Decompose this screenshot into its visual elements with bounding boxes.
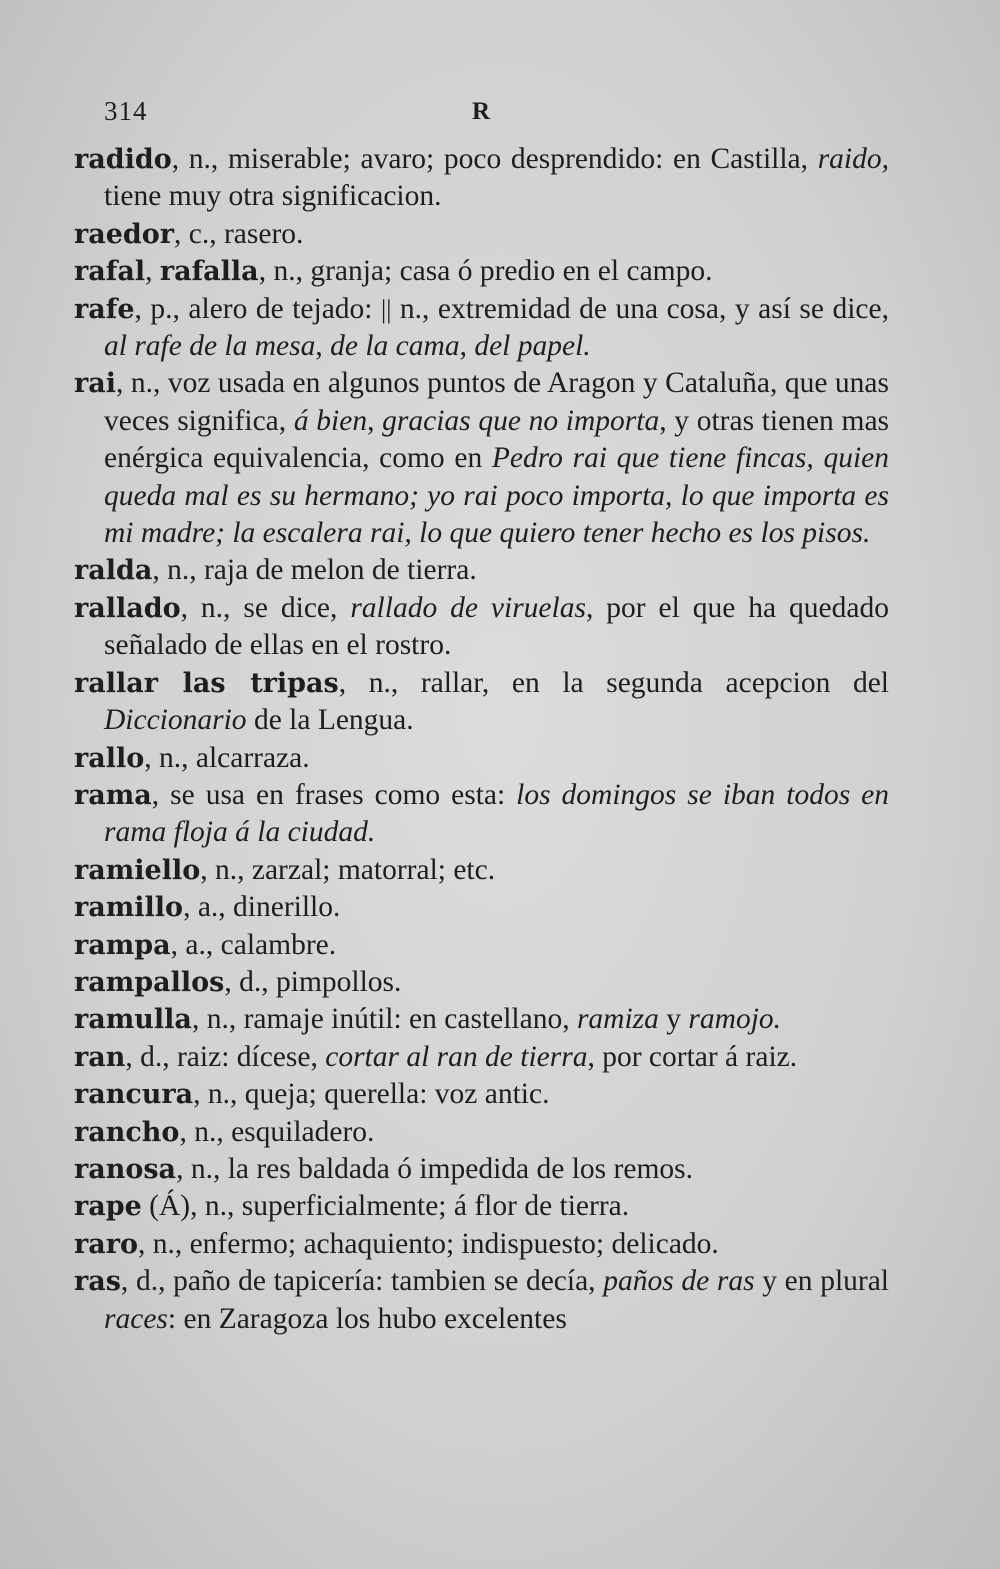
headword: rancura xyxy=(74,1079,194,1111)
running-head xyxy=(104,96,884,132)
headword: ranosa xyxy=(74,1153,177,1185)
headword: rallado xyxy=(74,592,181,624)
entry-rama: rama, se usa en frases como esta: los domingos se iban todos en rama floja á la ciudad. xyxy=(74,778,889,849)
headword: rampallos xyxy=(74,966,225,998)
dictionary-entries xyxy=(74,141,889,1338)
headword: rallo xyxy=(74,742,145,774)
entry-raedor: raedor, c., rasero. xyxy=(74,217,304,250)
headword: raro xyxy=(74,1228,138,1260)
entry-ralda: ralda, n., raja de melon de tierra. xyxy=(74,554,477,587)
headword-variant: rafalla xyxy=(159,256,259,288)
entry-rallado: rallado, n., se dice, rallado de viruelas, por el que ha quedado señalado de ellas en el rostro. xyxy=(74,591,889,662)
entry-rancho: rancho, n., esquiladero. xyxy=(74,1115,375,1148)
headword: radido xyxy=(74,144,172,175)
entry-rafal: rafal, rafalla, n., granja; casa ó predio en el campo. xyxy=(74,255,713,288)
headword: ran xyxy=(74,1041,126,1073)
entry-ranosa: ranosa, n., la res baldada ó impedida de los remos. xyxy=(74,1152,693,1185)
entry-ramillo: ramillo, a., dinerillo. xyxy=(74,891,341,924)
entry-rancura: rancura, n., queja; querella: voz antic. xyxy=(74,1078,550,1111)
entry-rampallos: rampallos, d., pimpollos. xyxy=(74,965,402,998)
entry-ran: ran, d., raiz: dícese, cortar al ran de tierra, por cortar á raiz. xyxy=(74,1040,798,1073)
entry-radido: radido, n., miserable; avaro; poco desprendido: en Castilla, raido, tiene muy otra significacion. xyxy=(74,143,889,213)
headword: rancho xyxy=(74,1116,180,1148)
headword: rafal xyxy=(74,256,146,288)
section-letter: R xyxy=(472,98,491,125)
sense-separator: || xyxy=(381,294,392,324)
headword: rallar las tripas xyxy=(74,667,339,699)
entry-raro: raro, n., enfermo; achaquiento; indispuesto; delicado. xyxy=(74,1227,719,1260)
entry-rai: rai, n., voz usada en algunos puntos de Aragon y Cataluña, que unas veces significa, á bien, gracias que no importa, y otras tienen mas enérgica equivalencia, como en Pedro rai que tiene fincas, quien queda mal es su hermano; yo rai poco importa, lo que importa es mi madre; la escalera rai, lo que quiero tener hecho es los pisos. xyxy=(74,367,890,550)
headword: rafe xyxy=(74,293,135,325)
headword: rampa xyxy=(74,929,171,961)
entry-rafe: rafe, p., alero de tejado: || n., extremidad de una cosa, y así se dice, al rafe de la mesa, de la cama, del papel. xyxy=(74,292,889,363)
page-number: 314 xyxy=(104,96,148,126)
headword: ramulla xyxy=(74,1004,192,1036)
headword: ralda xyxy=(74,555,153,587)
entry-ras: ras, d., paño de tapicería: tambien se decía, paños de ras y en plural races: en Zaragoza los hubo excelentes xyxy=(74,1265,890,1335)
entry-ramiello: ramiello, n., zarzal; matorral; etc. xyxy=(74,853,496,886)
headword: ramillo xyxy=(74,892,184,924)
entry-rallo: rallo, n., alcarraza. xyxy=(74,741,310,774)
headword: ras xyxy=(74,1266,121,1298)
headword: rama xyxy=(74,779,152,811)
headword: raedor xyxy=(74,218,175,250)
entry-ramulla: ramulla, n., ramaje inútil: en castellano, ramiza y ramojo. xyxy=(74,1003,782,1036)
headword: rape xyxy=(74,1191,142,1223)
entry-rallar-las-tripas: rallar las tripas, n., rallar, en la segunda acepcion del Diccionario de la Lengua. xyxy=(74,666,889,737)
headword: rai xyxy=(74,368,116,400)
entry-rampa: rampa, a., calambre. xyxy=(74,928,337,961)
entry-rape: rape (Á), n., superficialmente; á flor de tierra. xyxy=(74,1190,630,1223)
headword: ramiello xyxy=(74,854,201,886)
